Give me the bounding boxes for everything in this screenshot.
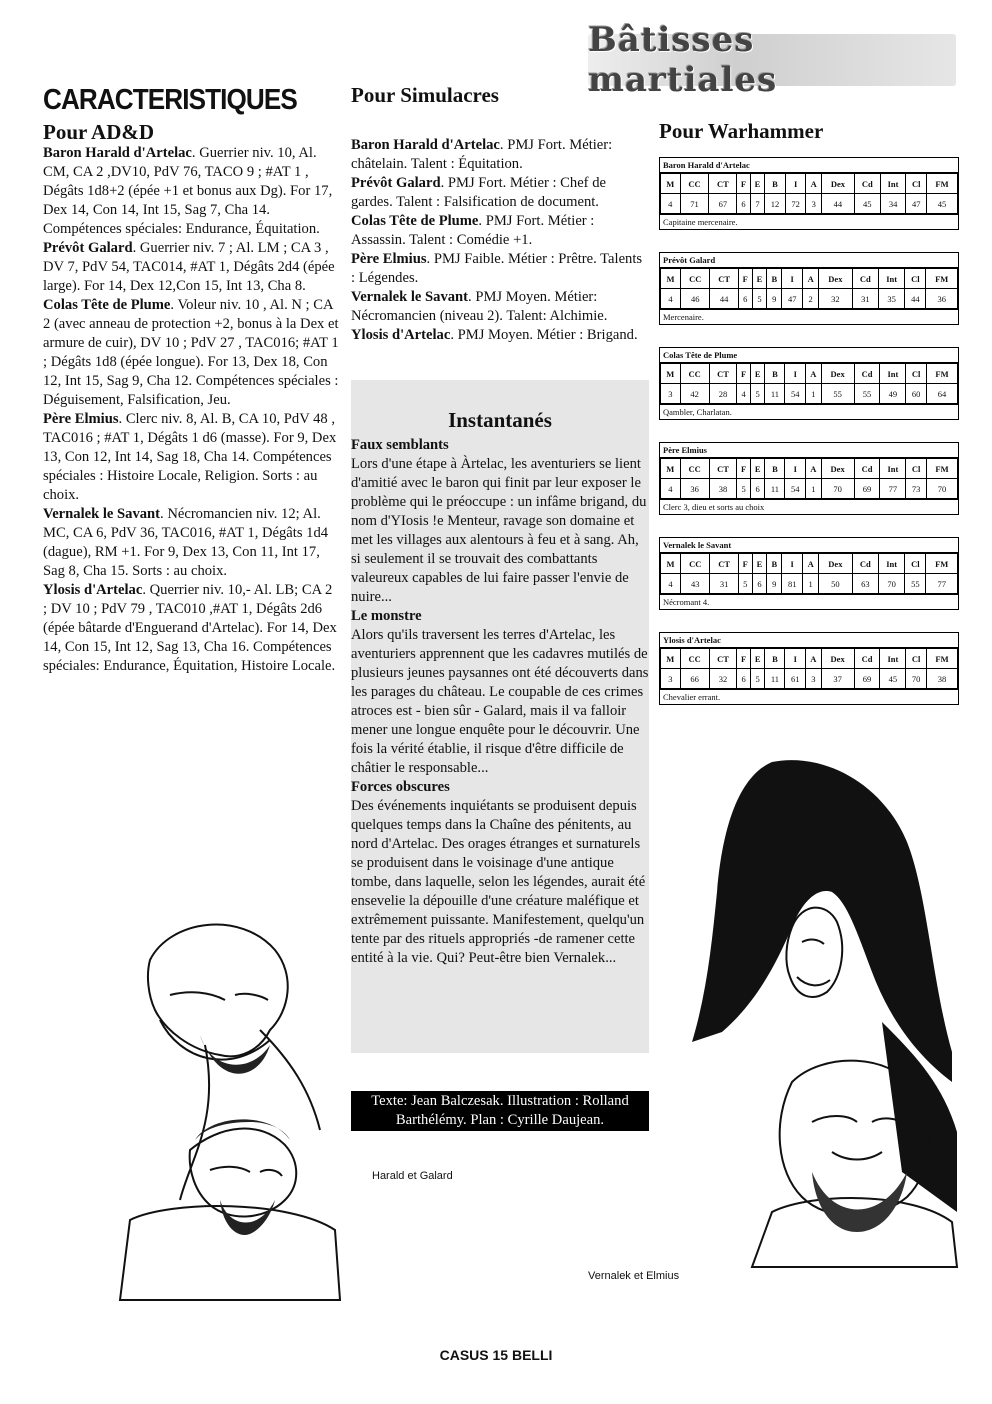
stat-header: M xyxy=(661,459,681,479)
stat-value: 5 xyxy=(750,384,765,404)
stat-value: 50 xyxy=(819,574,853,594)
stat-value: 11 xyxy=(765,669,785,689)
stat-header: Cd xyxy=(854,174,880,194)
stat-value: 70 xyxy=(821,479,854,499)
stat-header: B xyxy=(765,364,785,384)
stat-header: F xyxy=(737,364,751,384)
add-entry-text: . Clerc niv. 8, Al. B, CA 10, PdV 48 , TAC016 ; #AT 1, Dégâts 1 d6 (masse). For 9, Dex 13, Con 12, Int 14, Sag 18, Cha 14. Compétences spéciales : Histoire Locale, Religion. Sorts : au choix. xyxy=(43,411,337,503)
warhammer-card xyxy=(659,537,959,610)
stat-header: Int xyxy=(879,269,905,289)
stat-header: CT xyxy=(709,364,737,384)
stat-value: 38 xyxy=(709,479,737,499)
stat-header: FM xyxy=(926,364,957,384)
stat-value: 81 xyxy=(782,574,803,594)
stat-value: 34 xyxy=(880,194,906,214)
warhammer-stat-table xyxy=(660,458,958,499)
stat-value: 12 xyxy=(765,194,786,214)
stat-value: 42 xyxy=(680,384,709,404)
stat-value: 6 xyxy=(750,479,765,499)
stat-value: 47 xyxy=(782,289,803,309)
stat-value: 70 xyxy=(906,669,927,689)
stat-header: F xyxy=(738,269,752,289)
simulacres-entry xyxy=(351,288,649,326)
add-entry xyxy=(43,239,339,296)
stat-value: 67 xyxy=(709,194,737,214)
stat-header: Dex xyxy=(819,269,853,289)
simulacres-entry-text: . PMJ Fort. Métier: châtelain. Talent : Équitation. xyxy=(351,137,613,172)
warhammer-card-name: Baron Harald d'Artelac xyxy=(660,158,958,173)
stat-header: Cd xyxy=(854,364,880,384)
stat-header: B xyxy=(765,459,785,479)
stat-header: I xyxy=(782,269,803,289)
stat-value: 44 xyxy=(710,289,738,309)
stat-header: F xyxy=(737,459,751,479)
stat-header: F xyxy=(738,554,752,574)
stat-header: A xyxy=(806,364,822,384)
stat-header: Dex xyxy=(821,364,854,384)
stat-value: 47 xyxy=(906,194,927,214)
warhammer-card-name: Vernalek le Savant xyxy=(660,538,958,553)
stat-value: 45 xyxy=(854,194,880,214)
stat-value: 36 xyxy=(926,289,958,309)
stat-value: 6 xyxy=(738,289,752,309)
stat-header: E xyxy=(752,269,767,289)
instantanes-heading: Forces obscures xyxy=(351,779,450,795)
stat-header: CC xyxy=(680,459,709,479)
add-entry-name: Colas Tête de Plume xyxy=(43,297,171,313)
instantanes-text: Lors d'une étape à Àrtelac, les aventuriers se lient d'amitié avec le baron qui finit par leur exposer le problème qui le préoccupe : un infâme brigand, du nom d'YIosis !e Menteur, ravage son domaine et met les villages aux alentours à feu et à sang. Ah, si seulement il se trouvait des combattants valeureux capables de lui faire passer l'envie de nuire... xyxy=(351,456,647,605)
stat-header: A xyxy=(806,459,822,479)
warhammer-card-name: Ylosis d'Artelac xyxy=(660,633,958,648)
instantanes-text: Alors qu'ils traversent les terres d'Artelac, les aventuriers apprennent que les cadavres mutilés de plusieurs jeunes paysannes ont été découverts dans les parages du château. Le coupable de ces crimes atroces est - bien sûr - Galard, mais il va falloir mener une longue enquête pour le découvrir. Une fois la vérité établie, il risque d'être difficile de châtier le responsable... xyxy=(351,627,649,776)
stat-value: 3 xyxy=(661,384,681,404)
stat-header: CC xyxy=(681,269,710,289)
warhammer-title: Pour Warhammer xyxy=(659,119,824,143)
warhammer-card-name: Prévôt Galard xyxy=(660,253,958,268)
warhammer-card-caption: Capitaine mercenaire. xyxy=(660,214,958,229)
add-entry xyxy=(43,581,339,676)
stat-header: B xyxy=(767,269,782,289)
add-entry-text: . Querrier niv. 10,- Al. LB; CA 2 ; DV 10 ; PdV 79 , TAC010 ,#AT 1, Dégâts 2d6 (épée bâtarde d'Enguerand d'Artelac). For 14, Dex 14, Con 15, Int 12, Sag 13, Cha 16. Compétences spéciales: Endurance, Équitation, Histoire Locale. xyxy=(43,582,337,674)
warhammer-stat-table xyxy=(660,173,958,214)
stat-value: 9 xyxy=(767,574,782,594)
stat-value: 11 xyxy=(765,384,785,404)
stat-header: Cl xyxy=(905,269,926,289)
stat-value: 36 xyxy=(680,479,709,499)
stat-value: 37 xyxy=(821,669,854,689)
add-entry-name: Père Elmius xyxy=(43,411,119,427)
simulacres-entry-name: Vernalek le Savant xyxy=(351,289,469,305)
stat-value: 45 xyxy=(880,669,906,689)
stat-header: B xyxy=(765,174,786,194)
stat-value: 63 xyxy=(852,574,878,594)
stat-header: M xyxy=(661,649,681,669)
add-entry xyxy=(43,144,339,239)
stat-header: A xyxy=(803,554,819,574)
add-entry xyxy=(43,410,339,505)
warhammer-stat-table xyxy=(660,553,958,594)
stat-header: Cd xyxy=(854,649,880,669)
stat-value: 73 xyxy=(906,479,927,499)
stat-header: FM xyxy=(926,269,958,289)
stat-value: 70 xyxy=(879,574,905,594)
instantanes-title: Instantanés xyxy=(448,408,552,432)
stat-header: Dex xyxy=(821,649,854,669)
add-entry-text: . Nécromancien niv. 12; Al. MC, CA 6, PdV 36, TAC016, #AT 1, Dégâts 1d4 (dague), RM +1. For 9, Dex 13, Con 11, Int 17, Sag 8, Cha 15. Sorts : au choix. xyxy=(43,506,329,579)
stat-header: M xyxy=(661,554,681,574)
stat-value: 28 xyxy=(709,384,737,404)
warhammer-stat-table xyxy=(660,268,958,309)
stat-value: 46 xyxy=(681,289,710,309)
stat-value: 77 xyxy=(880,479,906,499)
stat-value: 4 xyxy=(661,479,681,499)
simulacres-entry-text: . PMJ Moyen. Métier: Nécromancien (niveau 2). Talent: Alchimie. xyxy=(351,289,608,324)
simulacres-entry xyxy=(351,174,649,212)
stat-value: 71 xyxy=(680,194,709,214)
stat-header: Cl xyxy=(906,459,927,479)
stat-header: Cl xyxy=(906,364,927,384)
stat-header: CC xyxy=(680,364,709,384)
stat-header: Dex xyxy=(821,459,854,479)
page-title: CARACTERISTIQUES xyxy=(43,84,297,116)
warhammer-card xyxy=(659,632,959,705)
stat-header: Cl xyxy=(906,174,927,194)
stat-value: 61 xyxy=(785,669,806,689)
warhammer-stat-table xyxy=(660,363,958,404)
simulacres-entry xyxy=(351,326,649,345)
stat-header: M xyxy=(661,269,681,289)
left-illustration-caption: Harald et Galard xyxy=(372,1170,453,1182)
add-entry-name: Ylosis d'Artelac xyxy=(43,582,143,598)
stat-value: 5 xyxy=(737,479,751,499)
stat-header: Int xyxy=(880,459,906,479)
stat-value: 3 xyxy=(806,669,822,689)
stat-value: 6 xyxy=(752,574,767,594)
warhammer-card-name: Père Elmius xyxy=(660,443,958,458)
simulacres-entry-name: Colas Tête de Plume xyxy=(351,213,479,229)
stat-header: E xyxy=(752,554,767,574)
stat-value: 55 xyxy=(821,384,854,404)
stat-value: 11 xyxy=(765,479,785,499)
stat-value: 54 xyxy=(785,479,806,499)
simulacres-entry-text: . PMJ Moyen. Métier : Brigand. xyxy=(450,327,638,343)
warhammer-card-caption: Chevalier errant. xyxy=(660,689,958,704)
stat-value: 4 xyxy=(661,194,681,214)
stat-value: 38 xyxy=(926,669,957,689)
banner-title: Bâtisses martiales xyxy=(588,20,778,100)
warhammer-card-caption: Qambler, Charlatan. xyxy=(660,404,958,419)
stat-value: 5 xyxy=(750,669,765,689)
stat-header: Int xyxy=(879,554,905,574)
stat-header: Cl xyxy=(905,554,926,574)
simulacres-column xyxy=(351,82,649,345)
warhammer-card xyxy=(659,252,959,325)
stat-value: 69 xyxy=(854,479,880,499)
stat-value: 66 xyxy=(680,669,709,689)
stat-header: Int xyxy=(880,174,906,194)
stat-header: CT xyxy=(709,459,737,479)
warhammer-card-caption: Mercenaire. xyxy=(660,309,958,324)
instantanes-heading: Faux semblants xyxy=(351,437,449,453)
stat-header: E xyxy=(750,649,765,669)
add-entry-name: Vernalek le Savant xyxy=(43,506,161,522)
simulacres-entry-name: Père Elmius xyxy=(351,251,427,267)
stat-header: I xyxy=(785,649,806,669)
stat-header: FM xyxy=(926,649,957,669)
stat-header: CT xyxy=(709,649,737,669)
stat-header: E xyxy=(750,364,765,384)
stat-value: 31 xyxy=(710,574,738,594)
stat-header: Dex xyxy=(819,554,853,574)
stat-header: CT xyxy=(710,554,738,574)
stat-value: 45 xyxy=(927,194,958,214)
stat-value: 43 xyxy=(681,574,710,594)
stat-value: 77 xyxy=(926,574,958,594)
stat-header: I xyxy=(785,174,806,194)
stat-header: A xyxy=(806,174,822,194)
stat-value: 54 xyxy=(785,384,806,404)
add-entry xyxy=(43,296,339,410)
stat-header: Dex xyxy=(821,174,854,194)
warhammer-card xyxy=(659,347,959,420)
stat-header: FM xyxy=(926,459,957,479)
simulacres-entry-name: Ylosis d'Artelac xyxy=(351,327,451,343)
simulacres-entry-text: . PMJ Fort. Métier : Chef de gardes. Talent : Falsification de document. xyxy=(351,175,606,210)
stat-value: 44 xyxy=(821,194,854,214)
add-entry-name: Baron Harald d'Artelac xyxy=(43,145,192,161)
stat-header: F xyxy=(737,174,750,194)
stat-header: A xyxy=(806,649,822,669)
warhammer-card xyxy=(659,157,959,230)
stat-header: M xyxy=(661,174,681,194)
stat-value: 69 xyxy=(854,669,880,689)
stat-header: CC xyxy=(680,649,709,669)
stat-value: 3 xyxy=(806,194,822,214)
simulacres-entry-text: . PMJ Faible. Métier : Prêtre. Talents : Légendes. xyxy=(351,251,643,286)
stat-value: 6 xyxy=(737,194,750,214)
add-entry xyxy=(43,505,339,581)
stat-value: 3 xyxy=(661,669,681,689)
stat-value: 60 xyxy=(906,384,927,404)
stat-value: 1 xyxy=(806,384,822,404)
right-illustration-caption: Vernalek et Elmius xyxy=(588,1270,680,1282)
stat-header: Int xyxy=(880,364,906,384)
stat-header: Cd xyxy=(852,269,878,289)
stat-header: I xyxy=(785,364,806,384)
stat-header: I xyxy=(782,554,803,574)
stat-value: 1 xyxy=(803,574,819,594)
stat-header: A xyxy=(803,269,819,289)
credits: Texte: Jean Balczesak. Illustration : Rolland Barthélémy. Plan : Cyrille Daujean. xyxy=(351,1091,649,1131)
simulacres-entry-text: . PMJ Fort. Métier : Assassin. Talent : Comédie +1. xyxy=(351,213,595,248)
add-entry-text: . Guerrier niv. 10, Al. CM, CA 2 ,DV10, PdV 76, TACO 9 ; #AT 1 , Dégâts 1d8+2 (épée +1 et bonus aux Dg). For 17, Dex 14, Con 14, Int 15, Sag 7, Cha 14. Compétences spéciales: Endurance, Équitation. xyxy=(43,145,333,237)
add-entry-name: Prévôt Galard xyxy=(43,240,133,256)
stat-header: B xyxy=(765,649,785,669)
stat-value: 55 xyxy=(854,384,880,404)
stat-value: 44 xyxy=(905,289,926,309)
section-banner xyxy=(588,20,956,100)
simulacres-entry xyxy=(351,250,649,288)
stat-value: 4 xyxy=(661,574,681,594)
stat-value: 32 xyxy=(819,289,853,309)
warhammer-card xyxy=(659,442,959,515)
stat-header: CC xyxy=(681,554,710,574)
stat-value: 55 xyxy=(905,574,926,594)
harald-galard-illustration xyxy=(110,900,350,1320)
warhammer-stat-table xyxy=(660,648,958,689)
stat-header: E xyxy=(750,459,765,479)
stat-header: Int xyxy=(880,649,906,669)
stat-value: 9 xyxy=(767,289,782,309)
add-entry-text: . Guerrier niv. 7 ; Al. LM ; CA 3 , DV 7, PdV 54, TAC014, #AT 1, Dégâts 2d4 (épée large). For 14, Dex 12,Con 15, Int 13, Cha 8. xyxy=(43,240,335,294)
simulacres-entry-name: Baron Harald d'Artelac xyxy=(351,137,500,153)
stat-value: 31 xyxy=(852,289,878,309)
simulacres-title: Pour Simulacres xyxy=(351,83,499,107)
stat-value: 32 xyxy=(709,669,737,689)
stat-header: F xyxy=(737,649,751,669)
warhammer-card-name: Colas Tête de Plume xyxy=(660,348,958,363)
stat-value: 5 xyxy=(738,574,752,594)
stat-value: 7 xyxy=(750,194,764,214)
stat-header: Cd xyxy=(854,459,880,479)
stat-value: 35 xyxy=(879,289,905,309)
stat-header: M xyxy=(661,364,681,384)
stat-value: 64 xyxy=(926,384,957,404)
stat-header: I xyxy=(785,459,806,479)
stat-header: Cd xyxy=(852,554,878,574)
stat-header: CT xyxy=(710,269,738,289)
stat-value: 4 xyxy=(661,289,681,309)
stat-header: Cl xyxy=(906,649,927,669)
stat-header: E xyxy=(750,174,764,194)
stat-value: 1 xyxy=(806,479,822,499)
warhammer-card-caption: Clerc 3, dieu et sorts au choix xyxy=(660,499,958,514)
stat-header: CC xyxy=(680,174,709,194)
warhammer-card-caption: Nécromant 4. xyxy=(660,594,958,609)
stat-header: FM xyxy=(926,554,958,574)
stat-header: B xyxy=(767,554,782,574)
simulacres-entry xyxy=(351,136,649,174)
stat-header: CT xyxy=(709,174,737,194)
stat-value: 72 xyxy=(785,194,806,214)
stat-value: 49 xyxy=(880,384,906,404)
instantanes-heading: Le monstre xyxy=(351,608,422,624)
stat-value: 6 xyxy=(737,669,751,689)
instantanes-text: Des événements inquiétants se produisent depuis quelques temps dans la Chaîne des pénitents, au nord d'Artelac. Des orages étranges et surnaturels se produisent dans le voisinage d'une antique tombe, dans laquelle, selon les légendes, aurait été ensevelie la dépouille d'une créature maléfique et extrêmement puissante. Manifestement, quelqu'un tente par des rituels appropriés -de ramener cette entité à la vie. Qui? Peut-être bien Vernalek... xyxy=(351,798,646,966)
simulacres-entry-name: Prévôt Galard xyxy=(351,175,441,191)
add-subtitle: Pour AD&D xyxy=(43,120,155,144)
stat-value: 4 xyxy=(737,384,751,404)
add-entry-text: . Voleur niv. 10 , Al. N ; CA 2 (avec anneau de protection +2, bonus à la Dex et armure de cuir), DV 10 ; PdV 27 , TAC016; #AT 1 ; Dégâts 1d8 (épée longue). For 13, Dex 18, Con 12, Int 15, Sag 9, Cha 12. Compétences spéciales : Déguisement, Falsification, Jeu. xyxy=(43,297,339,408)
page-footer: CASUS 15 BELLI xyxy=(439,1347,553,1363)
stat-value: 70 xyxy=(926,479,957,499)
stat-value: 2 xyxy=(803,289,819,309)
simulacres-entry xyxy=(351,212,649,250)
vernalek-elmius-illustration xyxy=(652,752,962,1272)
add-column xyxy=(43,84,339,676)
stat-header: FM xyxy=(927,174,958,194)
instantanes-column xyxy=(351,407,649,968)
stat-value: 5 xyxy=(752,289,767,309)
